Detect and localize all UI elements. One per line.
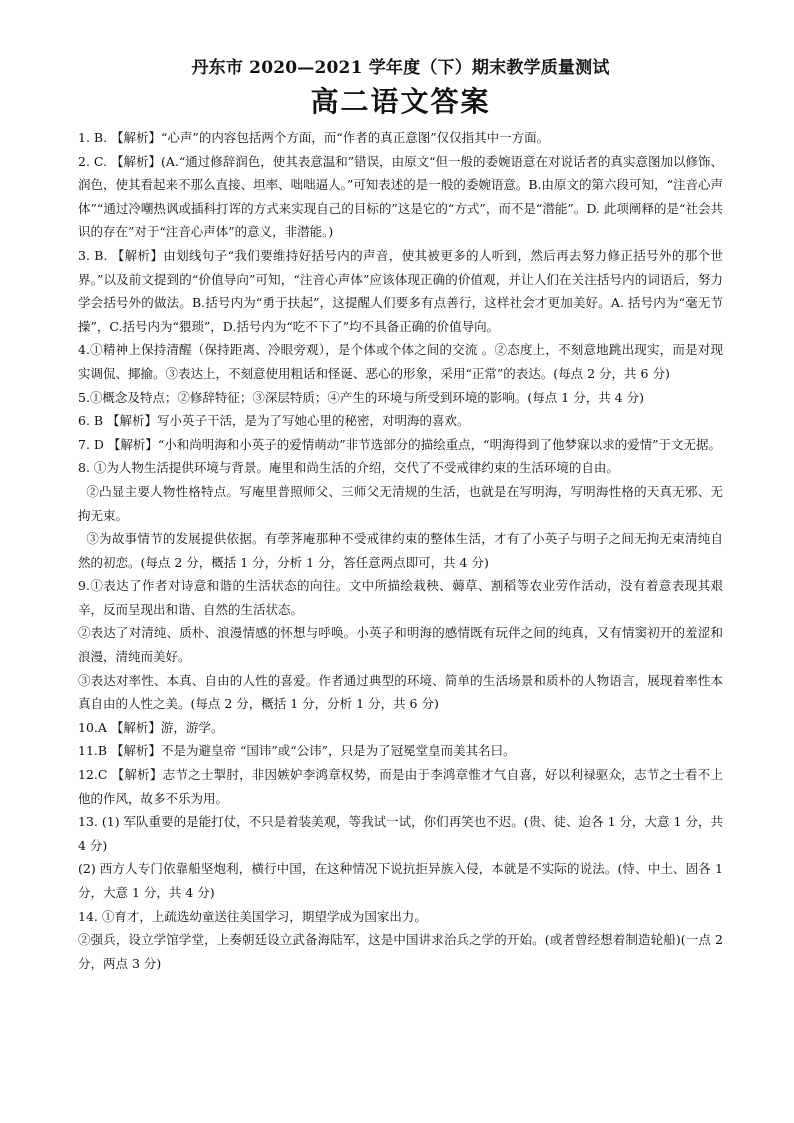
answer-sheet [78, 56, 727, 975]
exam-title: 丹东市 2020—2021 学年度（下）期末教学质量测试 [191, 58, 610, 78]
answer-11: 11.B 【解析】不是为避皇帝 “国讳”或“公讳”，只是为了冠冕堂皇而美其名曰。 [78, 743, 516, 759]
answer-8-point-2: ②凸显主要人物性格特点。写庵里普照师父、三师父无清规的生活，也就是在写明海，写明海性格的天真无邪、无拘无束。 [78, 483, 723, 523]
answer-9-point-1: 9.①表达了作者对诗意和谐的生活状态的向往。文中所描绘栽秧、薅草、割稻等农业劳作活动，没有着意表现其艰辛，反而呈现出和谐、自然的生活状态。 [78, 578, 723, 617]
answer-10: 10.A 【解析】游，游学。 [78, 719, 224, 735]
answer-9-point-3: ③表达对率性、本真、自由的人性的喜爱。作者通过典型的环境、简单的生活场景和质朴的人物语言，展现着率性本真自由的人性之美。(每点 2 分，概括 1 分，分析 1 分，共 6 分) [78, 672, 723, 712]
answer-3: 3. B. 【解析】由划线句子“我们要维持好括号内的声音，使其被更多的人听到，然后再去努力修正括号外的那个世界。”以及前文提到的“价值导向”可知，“注音心声体”应该体现正确的价值观，并让人们在关注括号内的词语后，努力学会括号外的做法。B.括号内为“勇于扶起”，这提醒人们要多有点善行，这样社会才更加美好。A. 括号内为“毫无节操”，C.括号内为“猥琐”，D.括号内为“吃不下了”均不具备正确的价值导向。 [78, 247, 723, 334]
answer-9-point-2: ②表达了对清纯、质朴、浪漫情感的怀想与呼唤。小英子和明海的感情既有玩伴之间的纯真，又有情窦初开的羞涩和浪漫，清纯而美好。 [78, 625, 723, 665]
answer-14-point-2: ②强兵，设立学馆学堂，上奏朝廷设立武备海陆军，这是中国讲求治兵之学的开始。(或者曾经想着制造轮船)(一点 2 分，两点 3 分) [78, 932, 727, 971]
answer-1: 1. B. 【解析】“心声”的内容包括两个方面，而“作者的真正意图”仅仅指其中一方面。 [78, 130, 550, 145]
answer-5: 5.①概念及特点；②修辞特征；③深层特质；④产生的环境与所受到环境的影响。(每点 1 分，共 4 分) [78, 389, 644, 405]
answer-8-point-1: 8. ①为人物生活提供环境与背景。庵里和尚生活的介绍，交代了不受戒律约束的生活环境的自由。 [78, 460, 619, 476]
answer-7: 7. D 【解析】“小和尚明海和小英子的爱情萌动”非节选部分的描绘重点，“明海得到了他梦寐以求的爱情”于文无据。 [78, 436, 721, 452]
answer-6: 6. B 【解析】写小英子干活，是为了写她心里的秘密，对明海的喜欢。 [78, 413, 470, 429]
answer-2: 2. C. 【解析】(A.“通过修辞润色，使其表意温和”错误，由原文“但一般的委婉语意在对说话者的真实意图加以修饰、润色，使其看起来不那么直接、坦率、咄咄逼人。”可知表述的是一般的委婉语意。B.由原文的第六段可知，“注音心声体”“通过冷嘲热讽或插科打诨的方式来实现自己的目标的”这是它的“方式”，而不是“潜能”。D. 此项阐释的是“社会共识的存在”对于“注音心声体”的意义，非潜能。) [78, 153, 724, 240]
answer-13-part-1: 13. (1) 军队重要的是能打仗，不只是着装美观，等我试一试，你们再笑也不迟。(贵、徒、迨各 1 分，大意 1 分，共 4 分) [78, 814, 727, 853]
answer-13-part-2: (2) 西方人专门依靠船坚炮利，横行中国，在这种情况下说抗拒异族入侵，本就是不实际的说法。(恃、中土、固各 1 分，大意 1 分，共 4 分) [78, 861, 727, 900]
answer-8-point-3: ③为故事情节的发展提供依据。有荸荠庵那种不受戒律约束的整体生活，才有了小英子与明子之间无拘无束清纯自然的初恋。(每点 2 分，概括 1 分，分析 1 分，答任意两点即可，共 4 分) [78, 531, 723, 570]
answer-14-point-1: 14. ①育才，上疏选幼童送往美国学习，期望学成为国家出力。 [78, 908, 427, 924]
document-subtitle: 高二语文答案 [310, 85, 491, 118]
answer-4: 4.①精神上保持清醒（保持距离、冷眼旁观），是个体或个体之间的交流 。②态度上，不刻意地跳出现实，而是对现实调侃、揶揄。③表达上，不刻意使用粗话和怪诞、恶心的形象，采用“正常”的表达。(每点 2 分，共 6 分) [78, 342, 723, 381]
answer-12: 12.C 【解析】志节之士掣肘，非因嫉妒李鸿章权势，而是由于李鸿章惟才气自喜，好以利禄驱众，志节之士看不上他的作风，故多不乐为用。 [78, 767, 723, 806]
